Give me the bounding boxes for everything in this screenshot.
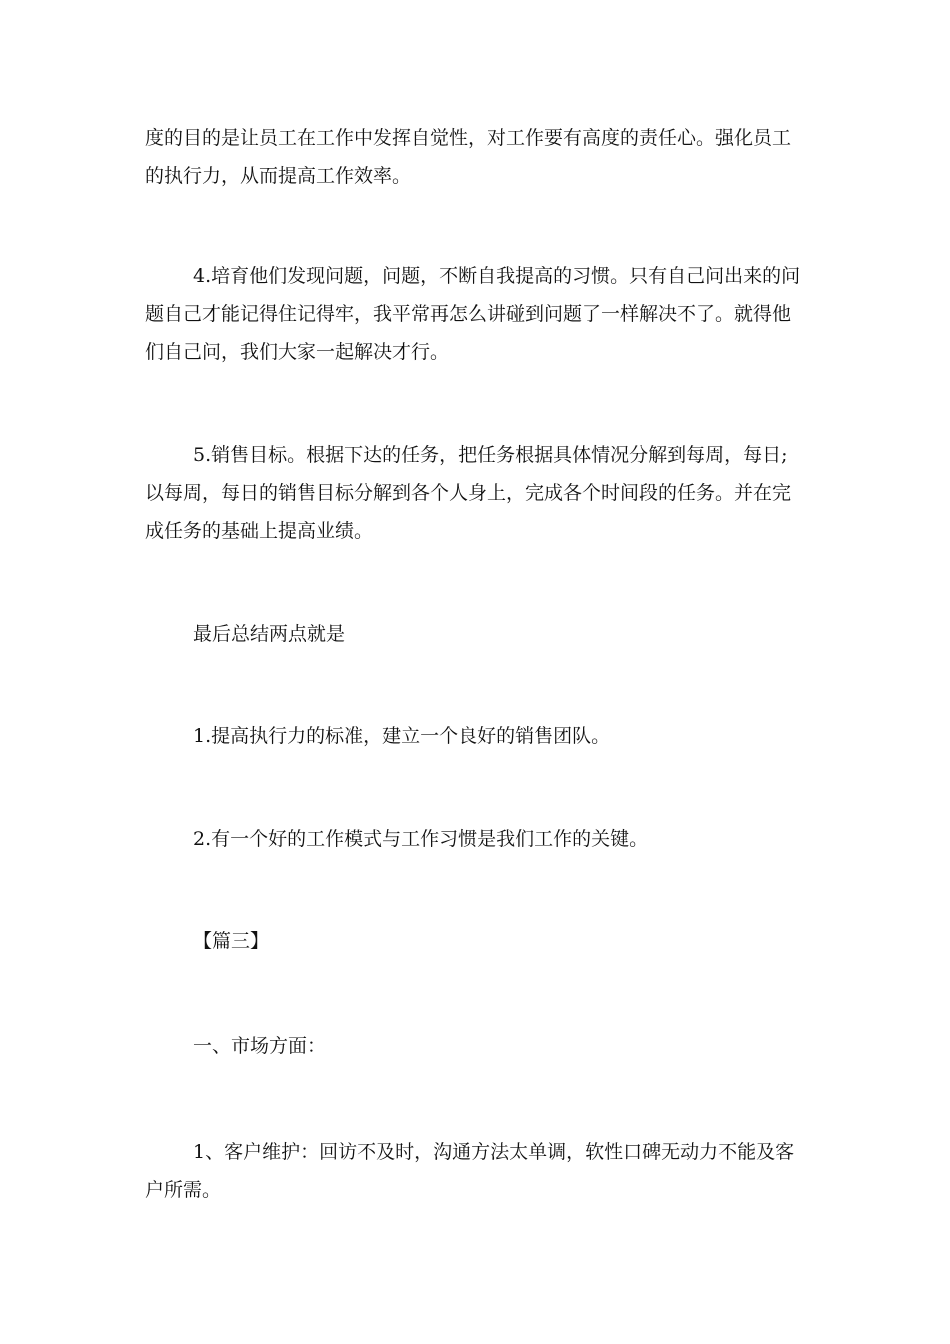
- text-line: 【篇三】: [193, 930, 270, 952]
- paragraph-summary-intro: [145, 615, 805, 653]
- text-line: 1、客户维护：回访不及时，沟通方法太单调，软性口碑无动力不能及客: [193, 1141, 795, 1163]
- paragraph-item-5: [145, 436, 805, 550]
- text-line: 2.有一个好的工作模式与工作习惯是我们工作的关键。: [193, 828, 649, 850]
- text-line: 最后总结两点就是: [193, 623, 346, 645]
- text-line: 5.销售目标。根据下达的任务，把任务根据具体情况分解到每周，每日;: [193, 444, 788, 466]
- text-line: 以每周，每日的销售目标分解到各个人身上，完成各个时间段的任务。并在完: [145, 482, 792, 504]
- subheading-market: [145, 1027, 805, 1065]
- text-line: 户所需。: [145, 1179, 222, 1201]
- text-line: 度的目的是让员工在工作中发挥自觉性，对工作要有高度的责任心。强化员工: [145, 127, 792, 149]
- text-line: 成任务的基础上提高业绩。: [145, 520, 374, 542]
- paragraph-item-4: [145, 257, 805, 371]
- paragraph-customer-maintenance: [145, 1133, 805, 1209]
- paragraph-summary-point-1: [145, 717, 805, 755]
- paragraph-work-attitude: [145, 119, 805, 195]
- section-heading-part-three: [145, 922, 805, 960]
- text-line: 1.提高执行力的标准，建立一个良好的销售团队。: [193, 725, 611, 747]
- text-line: 4.培育他们发现问题，问题，不断自我提高的习惯。只有自己问出来的问: [193, 265, 801, 287]
- text-line: 一、市场方面：: [193, 1035, 327, 1057]
- text-line: 的执行力，从而提高工作效率。: [145, 165, 412, 187]
- text-line: 们自己问，我们大家一起解决才行。: [145, 341, 450, 363]
- text-line: 题自己才能记得住记得牢，我平常再怎么讲碰到问题了一样解决不了。就得他: [145, 303, 792, 325]
- paragraph-summary-point-2: [145, 820, 805, 858]
